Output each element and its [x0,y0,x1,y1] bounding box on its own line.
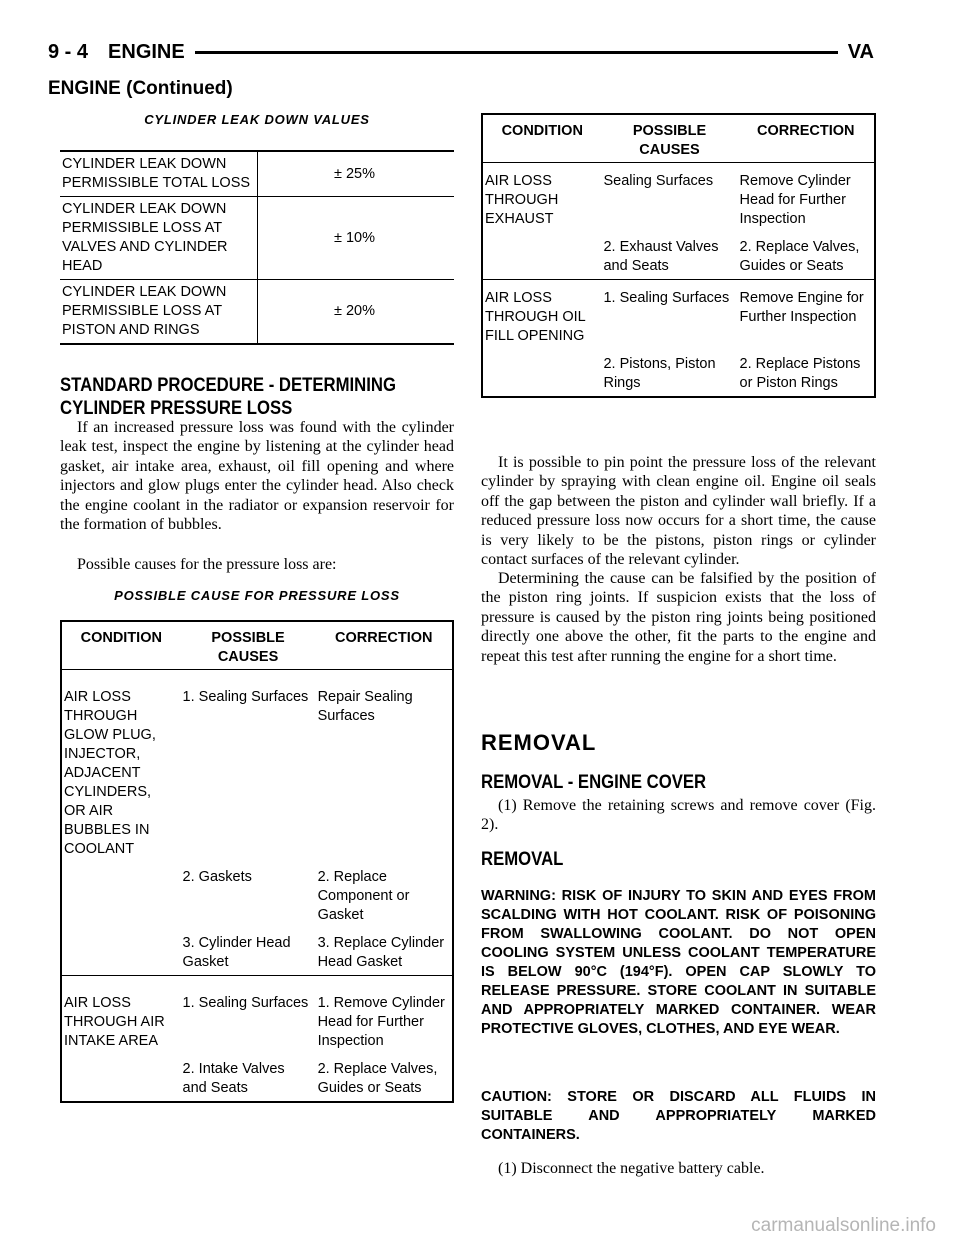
table-row [61,1054,453,1102]
cause-table-left [60,620,454,1103]
col-header-correction: CORRECTION [316,621,453,670]
fluid-caution: CAUTION: STORE OR DISCARD ALL FLUIDS IN SUITABLE AND APPROPRIATELY MARKED CONTAINERS. [481,1089,876,1143]
col-header-correction: CORRECTION [738,114,875,163]
correction-cell: 2. Replace Valves, Guides or Seats [739,239,860,274]
procedure-causes-intro: Possible causes for the pressure loss are: [77,556,337,573]
leak-value: ± 10% [258,197,455,280]
removal-engine-cover-heading: REMOVAL - ENGINE COVER [481,772,707,793]
leak-value: ± 25% [258,151,455,197]
cause-cell: 2. Exhaust Valves and Seats [603,239,719,274]
cause-table-right [481,113,876,398]
correction-cell: 2. Replace Component or Gasket [317,869,410,923]
header-rule [195,51,838,54]
engine-cover-step: (1) Remove the retaining screws and remove cover (Fig. 2). [481,797,876,834]
condition-cell [482,349,601,397]
leak-row [60,280,454,345]
battery-step: (1) Disconnect the negative battery cable. [498,1160,765,1177]
correction-cell: 2. Replace Pistons or Piston Rings [739,356,861,391]
condition-cell [61,928,181,976]
cause-cell: 2. Intake Valves and Seats [182,1061,285,1096]
page-number: 9 - 4 [48,40,89,63]
condition-cell: AIR LOSS THROUGH EXHAUST [485,173,559,227]
table-row [61,928,453,976]
table-row [61,976,453,1055]
correction-cell: Remove Cylinder Head for Further Inspection [739,173,851,227]
leak-value: ± 20% [258,280,455,345]
correction-cell: 1. Remove Cylinder Head for Further Inspection [316,976,453,1055]
condition-cell: AIR LOSS THROUGH OIL FILL OPENING [482,280,601,350]
col-header-causes: POSSIBLE CAUSES [181,621,316,670]
oil-spray-paragraph: It is possible to pin point the pressure loss of the relevant cylinder by spraying with clean engine oil. Engine oil seals off the gap between the piston and cylinder wall briefly. If a reduced pressure loss now occurs for a short time, the cause is very likely to be the pistons, piston rings or cylinder contact surfaces of the relevant cylinder. [481,454,876,569]
cause-table-caption: POSSIBLE CAUSE FOR PRESSURE LOSS [114,588,400,603]
table-row [61,862,453,928]
watermark: carmanualsonline.info [751,1215,936,1236]
ring-joint-paragraph: Determining the cause can be falsified by the position of the piston ring joints. If suspicion exists that the loss of pressure is caused by the piston ring joints being positioned directly one above the other, fit the parts to the engine and repeat this test after running the engine for a short time. [481,570,876,665]
cause-cell: 1. Sealing Surfaces [181,976,316,1055]
correction-cell: 3. Replace Cylinder Head Gasket [317,935,445,970]
standard-procedure-heading: STANDARD PROCEDURE - DETERMINING CYLINDER PRESSURE LOSS [60,375,396,419]
condition-cell [482,232,601,280]
cause-cell: 1. Sealing Surfaces [601,280,737,350]
coolant-warning: WARNING: RISK OF INJURY TO SKIN AND EYES FROM SCALDING WITH HOT COOLANT. RISK OF POISONING FROM SWALLOWING COOLANT. DO NOT OPEN COOLING SYSTEM UNLESS COOLANT TEMPERATURE IS BELOW 90°C (194°F). OPEN CAP SLOWLY TO RELEASE PRESSURE. STORE COOLANT IN SUITABLE AND APPROPRIATELY MARKED CONTAINER. WEAR PROTECTIVE GLOVES, CLOTHES, AND EYE WEAR. [481,888,876,1037]
leak-values-table [60,150,454,345]
page-header [48,36,874,68]
leak-label: CYLINDER LEAK DOWN PERMISSIBLE TOTAL LOSS [62,156,251,191]
correction-cell: 2. Replace Valves, Guides or Seats [317,1061,438,1096]
leak-row [60,151,454,197]
section-title: ENGINE [108,40,185,63]
table-row [482,349,875,397]
leak-table-caption: CYLINDER LEAK DOWN VALUES [144,112,370,127]
cause-cell: Sealing Surfaces [603,173,714,189]
cause-cell: 1. Sealing Surfaces [182,689,309,705]
cause-cell: 2. Pistons, Piston Rings [603,356,716,391]
continued-heading: ENGINE (Continued) [48,78,233,99]
table-row [482,280,875,350]
table-row [61,670,453,863]
col-header-causes: POSSIBLE CAUSES [601,114,737,163]
correction-cell: Repair Sealing Surfaces [317,689,413,724]
leak-label: CYLINDER LEAK DOWN PERMISSIBLE LOSS AT PISTON AND RINGS [60,280,258,345]
correction-cell: Remove Engine for Further Inspection [738,280,875,350]
removal-subheading: REMOVAL [481,849,564,870]
col-header-condition: CONDITION [61,621,181,670]
table-row [482,163,875,233]
procedure-paragraph: If an increased pressure loss was found with the cylinder leak test, inspect the engine by listening at the cylinder head gasket, air intake area, exhaust, oil fill opening and where injectors and glow plugs enter the cylinder head. Also check the engine coolant in the radiator or expansion reservoir for the formation of bubbles. [60,419,454,534]
condition-cell [61,1054,181,1102]
cause-cell: 3. Cylinder Head Gasket [182,935,291,970]
condition-cell [61,862,181,928]
model-code: VA [847,40,874,63]
table-row [482,232,875,280]
condition-cell: AIR LOSS THROUGH GLOW PLUG, INJECTOR, ADJACENT CYLINDERS, OR AIR BUBBLES IN COOLANT [64,689,156,857]
leak-label: CYLINDER LEAK DOWN PERMISSIBLE LOSS AT VALVES AND CYLINDER HEAD [60,197,258,280]
condition-cell: AIR LOSS THROUGH AIR INTAKE AREA [61,976,181,1055]
col-header-condition: CONDITION [482,114,601,163]
leak-row [60,197,454,280]
cause-cell: 2. Gaskets [182,869,252,885]
removal-heading: REMOVAL [481,730,597,755]
